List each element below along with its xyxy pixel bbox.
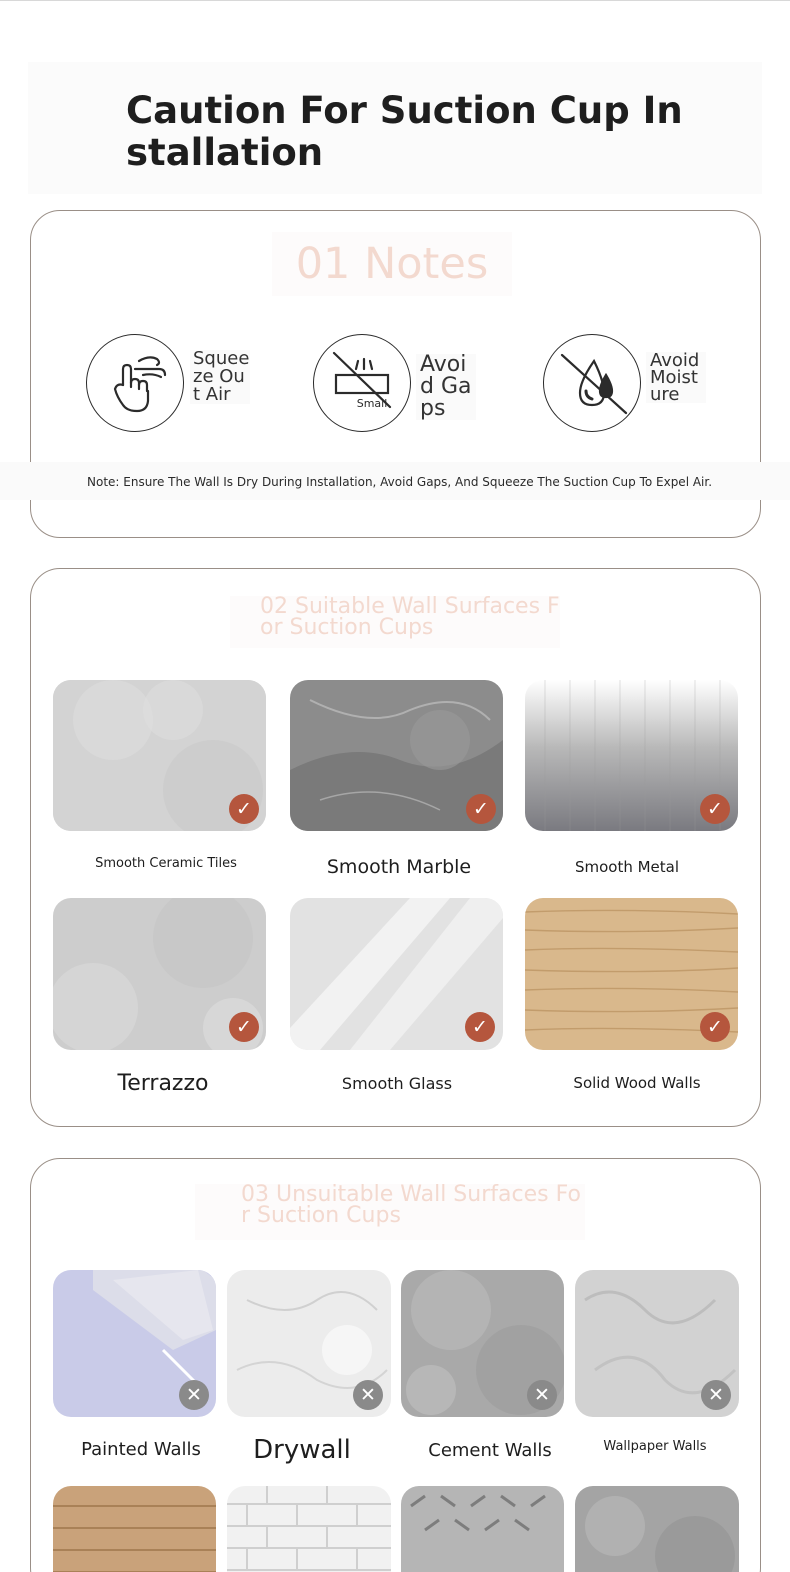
- caption-painted-walls: Painted Walls: [81, 1439, 201, 1460]
- hand-squeeze-icon: [86, 334, 184, 432]
- rough-stone-swatch: [575, 1486, 739, 1572]
- check-icon: ✓: [700, 794, 730, 824]
- close-icon: ✕: [701, 1380, 731, 1410]
- caption-smooth-glass: Smooth Glass: [341, 1074, 453, 1093]
- wood-swatch: [525, 898, 738, 1050]
- check-icon: ✓: [466, 794, 496, 824]
- caption-smooth-ceramic-tiles: Smooth Ceramic Tiles: [95, 856, 237, 871]
- check-icon: ✓: [229, 1012, 259, 1042]
- ceramic-tile-swatch: [53, 680, 266, 831]
- painted-wall-swatch: [53, 1270, 216, 1417]
- glass-swatch: [290, 898, 503, 1050]
- caption-solid-wood-walls: Solid Wood Walls: [573, 1074, 701, 1092]
- check-icon: ✓: [465, 1012, 495, 1042]
- note-label-squeeze-out-air: Squeeze Out Air: [190, 350, 250, 404]
- no-moisture-icon: [543, 334, 641, 432]
- wallpaper-wall-swatch: [575, 1270, 739, 1417]
- close-icon: ✕: [353, 1380, 383, 1410]
- close-icon: ✕: [179, 1380, 209, 1410]
- caption-drywall: Drywall: [253, 1435, 351, 1465]
- notes-section-title: 01 Notes: [272, 232, 512, 296]
- suitable-section-title: 02 Suitable Wall Surfaces For Suction Cups: [230, 596, 560, 648]
- brick-tile-swatch: [227, 1486, 391, 1572]
- note-label-avoid-moisture: Avoid Moisture: [646, 352, 706, 403]
- check-icon: ✓: [229, 794, 259, 824]
- gap-icon-text: Small: [356, 397, 388, 410]
- check-icon: ✓: [700, 1012, 730, 1042]
- caption-wallpaper-walls: Wallpaper Walls: [603, 1439, 707, 1454]
- caption-terrazzo: Terrazzo: [117, 1071, 209, 1096]
- note-label-avoid-gaps: Avoid Gaps: [416, 354, 476, 420]
- caption-cement-walls: Cement Walls: [428, 1440, 552, 1461]
- cement-wall-swatch: [401, 1270, 564, 1417]
- diamond-plate-swatch: [401, 1486, 564, 1572]
- top-divider: [0, 0, 790, 1]
- caption-smooth-metal: Smooth Metal: [574, 858, 680, 876]
- terrazzo-swatch: [53, 898, 266, 1050]
- no-gap-icon: [313, 334, 411, 432]
- unsuitable-section-title: 03 Unsuitable Wall Surfaces For Suction Cups: [195, 1184, 585, 1240]
- metal-swatch: [525, 680, 738, 831]
- page-title: Caution For Suction Cup Installation: [126, 89, 683, 174]
- installation-note: Note: Ensure The Wall Is Dry During Installation, Avoid Gaps, And Squeeze The Suction Cup To Expel Air.: [87, 475, 713, 489]
- caption-smooth-marble: Smooth Marble: [326, 856, 472, 878]
- drywall-swatch: [227, 1270, 391, 1417]
- close-icon: ✕: [527, 1380, 557, 1410]
- wood-panel-swatch: [53, 1486, 216, 1572]
- marble-swatch: [290, 680, 503, 831]
